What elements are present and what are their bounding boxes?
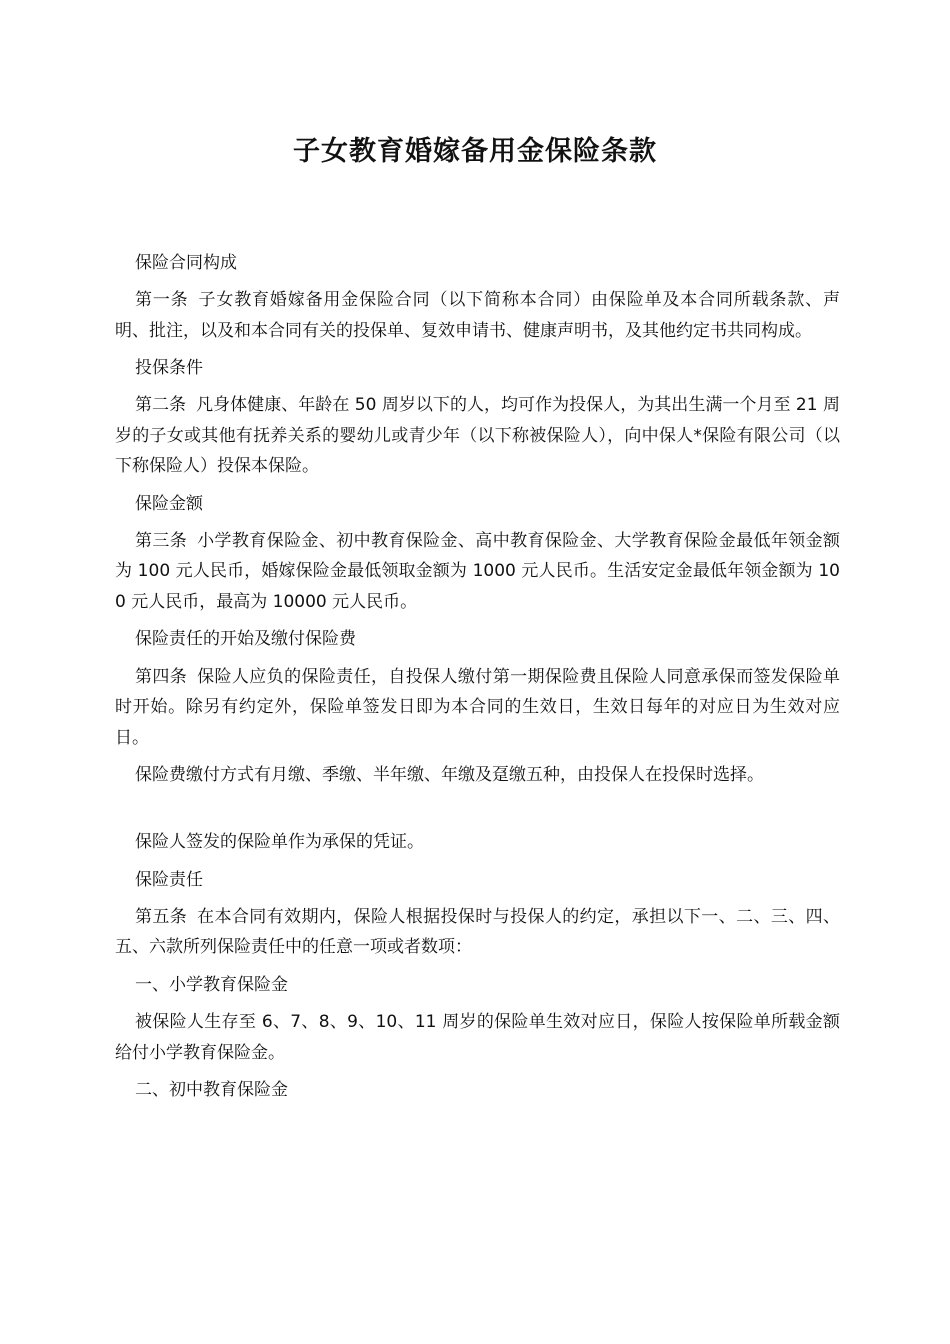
clause-heading-junior-high: 二、初中教育保险金 bbox=[135, 1079, 288, 1100]
article-3 bbox=[115, 526, 840, 618]
article-number: 第五条 bbox=[135, 906, 188, 927]
policy-certificate-paragraph: 保险人签发的保险单作为承保的凭证。 bbox=[135, 832, 424, 853]
article-number: 第一条 bbox=[135, 290, 189, 311]
document-title: 子女教育婚嫁备用金保险条款 bbox=[293, 136, 657, 167]
article-number: 第二条 bbox=[135, 395, 187, 416]
article-4 bbox=[115, 662, 840, 754]
article-text: 在本合同有效期内，保险人根据投保时与投保人的约定，承担以下一、二、三、四、五、六款所列保险责任中的任意一项或者数项： bbox=[115, 906, 841, 958]
article-text: 凡身体健康、年龄在 50 周岁以下的人，均可作为投保人，为其出生满一个月至 21 周岁的子女或其他有抚养关系的婴幼儿或青少年（以下称被保险人），向中保人*保险有限公司（以下称保险人）投保本保险。 bbox=[115, 395, 840, 477]
article-number: 第四条 bbox=[135, 666, 188, 687]
premium-payment-paragraph: 保险费缴付方式有月缴、季缴、半年缴、年缴及趸缴五种，由投保人在投保时选择。 bbox=[135, 764, 764, 785]
article-number: 第三条 bbox=[135, 530, 188, 551]
document-body bbox=[115, 248, 840, 1112]
section-heading-liability: 保险责任 bbox=[135, 869, 203, 890]
clause-primary-school-text: 被保险人生存至 6、7、8、9、10、11 周岁的保险单生效对应日，保险人按保险单所载金额给付小学教育保险金。 bbox=[115, 1012, 840, 1063]
article-text: 子女教育婚嫁备用金保险合同（以下简称本合同）由保险单及本合同所载条款、声明、批注，以及和本合同有关的投保单、复效申请书、健康声明书，及其他约定书共同构成。 bbox=[115, 290, 841, 341]
section-heading-contract-composition: 保险合同构成 bbox=[135, 253, 237, 273]
article-text: 小学教育保险金、初中教育保险金、高中教育保险金、大学教育保险金最低年领金额为 100 元人民币，婚嫁保险金最低领取金额为 1000 元人民币。生活安定金最低年领金额为 100 元人民币，最高为 10000 元人民币。 bbox=[115, 530, 841, 612]
article-text: 保险人应负的保险责任，自投保人缴付第一期保险费且保险人同意承保而签发保险单时开始。除另有约定外，保险单签发日即为本合同的生效日，生效日每年的对应日为生效对应日。 bbox=[115, 666, 841, 748]
clause-heading-primary-school: 一、小学教育保险金 bbox=[135, 974, 288, 995]
article-5 bbox=[115, 902, 840, 963]
article-1 bbox=[115, 285, 840, 346]
article-2 bbox=[115, 390, 840, 482]
section-heading-liability-start: 保险责任的开始及缴付保险费 bbox=[135, 629, 356, 650]
section-heading-insured-amount: 保险金额 bbox=[135, 493, 203, 514]
section-heading-eligibility: 投保条件 bbox=[135, 358, 203, 379]
